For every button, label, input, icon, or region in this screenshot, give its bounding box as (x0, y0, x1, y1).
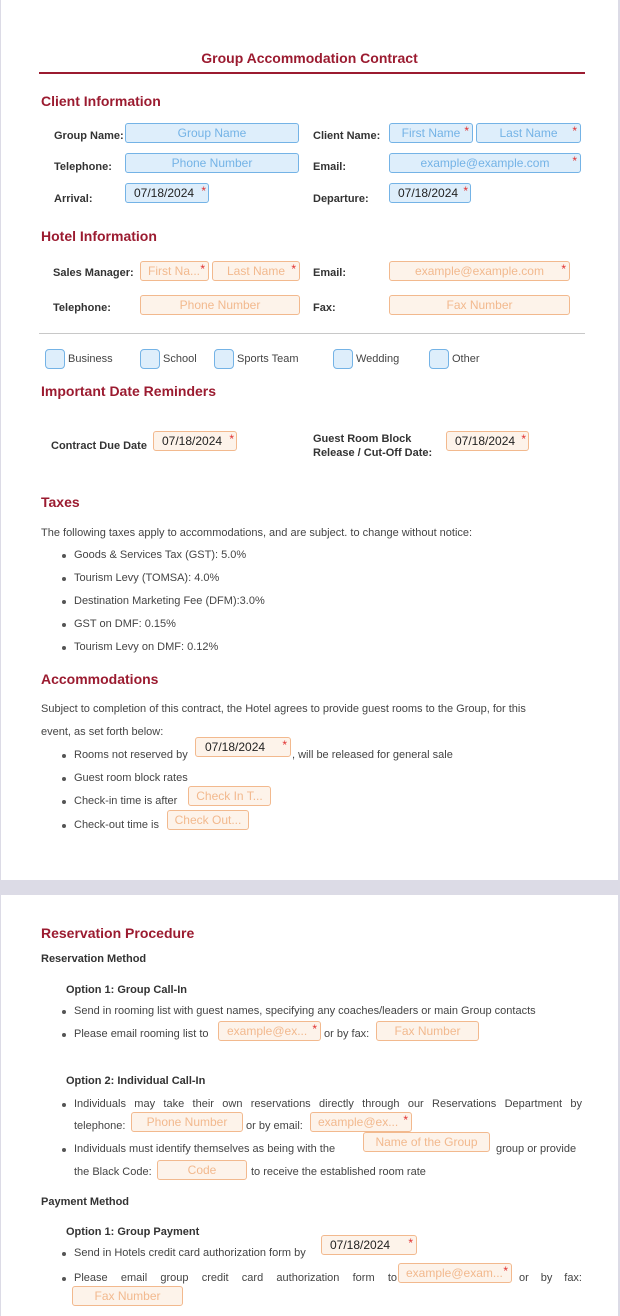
black-code-text: the Black Code: (74, 1166, 152, 1178)
business-label: Business (68, 353, 113, 365)
group-name-label: Group Name: (54, 130, 124, 142)
taxes-heading: Taxes (41, 494, 80, 510)
bullet (62, 800, 66, 804)
business-checkbox[interactable] (45, 349, 65, 369)
payment-or-by-fax-text: or by fax: (519, 1272, 582, 1284)
departure-date-input[interactable]: 07/18/2024 * (389, 183, 471, 203)
or-by-email-text: or by email: (246, 1120, 303, 1132)
bullet (62, 646, 66, 650)
reservation-method-heading: Reservation Method (41, 953, 147, 965)
bullet (62, 777, 66, 781)
contract-due-date-input[interactable]: 07/18/2024 * (153, 431, 237, 451)
tax-item: Tourism Levy (TOMSA): 4.0% (74, 572, 220, 584)
arrival-label: Arrival: (54, 193, 93, 205)
accommodations-intro-line2: event, as set forth below: (41, 726, 164, 738)
client-last-name-input[interactable]: Last Name * (476, 123, 581, 143)
authorization-form-text: Send in Hotels credit card authorization form by (74, 1247, 306, 1259)
reservation-heading: Reservation Procedure (41, 925, 195, 941)
telephone-text: telephone: (74, 1120, 126, 1132)
rooms-release-suffix: , will be released for general sale (292, 749, 453, 761)
tax-item: GST on DMF: 0.15% (74, 618, 176, 630)
rooming-email-input[interactable]: example@ex... * (218, 1021, 321, 1041)
room-rates-text: Guest room block rates (74, 772, 188, 784)
tax-item: Destination Marketing Fee (DFM):3.0% (74, 595, 265, 607)
client-section-heading: Client Information (41, 93, 161, 109)
hotel-fax-input[interactable]: Fax Number (389, 295, 570, 315)
client-name-label: Client Name: (313, 130, 381, 142)
bullet (62, 1277, 66, 1281)
school-checkbox[interactable] (140, 349, 160, 369)
arrival-date-input[interactable]: 07/18/2024 * (125, 183, 209, 203)
rooming-fax-input[interactable]: Fax Number (376, 1021, 479, 1041)
bullet (62, 1148, 66, 1152)
rooms-release-text: Rooms not reserved by (74, 749, 188, 761)
authorization-due-date-input[interactable]: 07/18/2024 * (321, 1235, 417, 1255)
hotel-fax-label: Fax: (313, 302, 336, 314)
bullet (62, 1010, 66, 1014)
cutoff-label-line1: Guest Room Block (313, 433, 412, 445)
tax-item: Goods & Services Tax (GST): 5.0% (74, 549, 247, 561)
contract-page-1 (1, 0, 618, 880)
cutoff-date-input[interactable]: 07/18/2024 * (446, 431, 529, 451)
bullet (62, 577, 66, 581)
rooms-release-date-input[interactable]: 07/18/2024 * (195, 737, 291, 757)
title-rule (39, 72, 585, 74)
accommodations-intro-line1: Subject to completion of this contract, the Hotel agrees to provide guest rooms to the Group, for this (41, 703, 526, 715)
tax-item: Tourism Levy on DMF: 0.12% (74, 641, 219, 653)
group-name-input[interactable]: Group Name (125, 123, 299, 143)
payment-method-heading: Payment Method (41, 1196, 130, 1208)
bullet (62, 754, 66, 758)
option1-group-payment-heading: Option 1: Group Payment (66, 1226, 200, 1238)
option2-individual-callin-heading: Option 2: Individual Call-In (66, 1075, 206, 1087)
section-divider (39, 333, 585, 334)
room-rate-text: to receive the established room rate (251, 1166, 426, 1178)
email-rooming-text: Please email rooming list to (74, 1028, 209, 1040)
sales-manager-label: Sales Manager: (53, 267, 134, 279)
client-phone-input[interactable]: Phone Number (125, 153, 299, 173)
rooming-list-text: Send in rooming list with guest names, specifying any coaches/leaders or main Group contacts (74, 1005, 536, 1017)
contract-page-2 (1, 895, 618, 1316)
bullet (62, 554, 66, 558)
bullet (62, 600, 66, 604)
checkout-text: Check-out time is (74, 819, 159, 831)
taxes-intro: The following taxes apply to accommodations, and are subject. to change without notice: (41, 527, 473, 539)
group-or-provide-text: group or provide (496, 1143, 577, 1155)
hotel-section-heading: Hotel Information (41, 228, 157, 244)
reservations-phone-input[interactable]: Phone Number (131, 1112, 243, 1132)
bullet (62, 623, 66, 627)
client-first-name-input[interactable]: First Name * (389, 123, 473, 143)
checkout-time-input[interactable]: Check Out... (167, 810, 249, 830)
cutoff-label-line2: Release / Cut-Off Date: (313, 447, 433, 459)
sports-team-checkbox[interactable] (214, 349, 234, 369)
departure-label: Departure: (313, 193, 369, 205)
bullet (62, 1103, 66, 1107)
payment-email-input[interactable]: example@exam... * (398, 1263, 512, 1283)
school-label: School (163, 353, 197, 365)
sales-manager-first-name-input[interactable]: First Na... * (140, 261, 209, 281)
checkin-time-input[interactable]: Check In T... (188, 786, 271, 806)
client-telephone-label: Telephone: (54, 161, 112, 173)
group-name-reference-input[interactable]: Name of the Group (363, 1132, 490, 1152)
bullet (62, 1252, 66, 1256)
dates-section-heading: Important Date Reminders (41, 383, 217, 399)
client-email-input[interactable]: example@example.com * (389, 153, 581, 173)
page-title: Group Accommodation Contract (201, 50, 418, 66)
option1-group-callin-heading: Option 1: Group Call-In (66, 984, 187, 996)
black-code-input[interactable]: Code (157, 1160, 247, 1180)
reservations-email-input[interactable]: example@ex... * (310, 1112, 412, 1132)
wedding-checkbox[interactable] (333, 349, 353, 369)
bullet (62, 1033, 66, 1037)
hotel-email-input[interactable]: example@example.com * (389, 261, 570, 281)
or-by-fax-text: or by fax: (324, 1028, 370, 1040)
individual-reservation-text: Individuals may take their own reservations directly through our Reservations Department by (74, 1098, 582, 1110)
other-checkbox[interactable] (429, 349, 449, 369)
hotel-email-label: Email: (313, 267, 347, 279)
payment-fax-input[interactable]: Fax Number (72, 1286, 183, 1306)
sales-manager-last-name-input[interactable]: Last Name * (212, 261, 300, 281)
client-email-label: Email: (313, 161, 347, 173)
hotel-telephone-label: Telephone: (53, 302, 111, 314)
accommodations-heading: Accommodations (41, 671, 159, 687)
bullet (62, 824, 66, 828)
checkin-text: Check-in time is after (74, 795, 178, 807)
email-authorization-text: Please email group credit card authorization form to (74, 1272, 397, 1284)
wedding-label: Wedding (356, 353, 400, 365)
contract-due-label: Contract Due Date (51, 440, 147, 452)
other-label: Other (452, 353, 480, 365)
identify-text: Individuals must identify themselves as being with the (74, 1143, 336, 1155)
hotel-phone-input[interactable]: Phone Number (140, 295, 300, 315)
sports-team-label: Sports Team (237, 353, 299, 365)
